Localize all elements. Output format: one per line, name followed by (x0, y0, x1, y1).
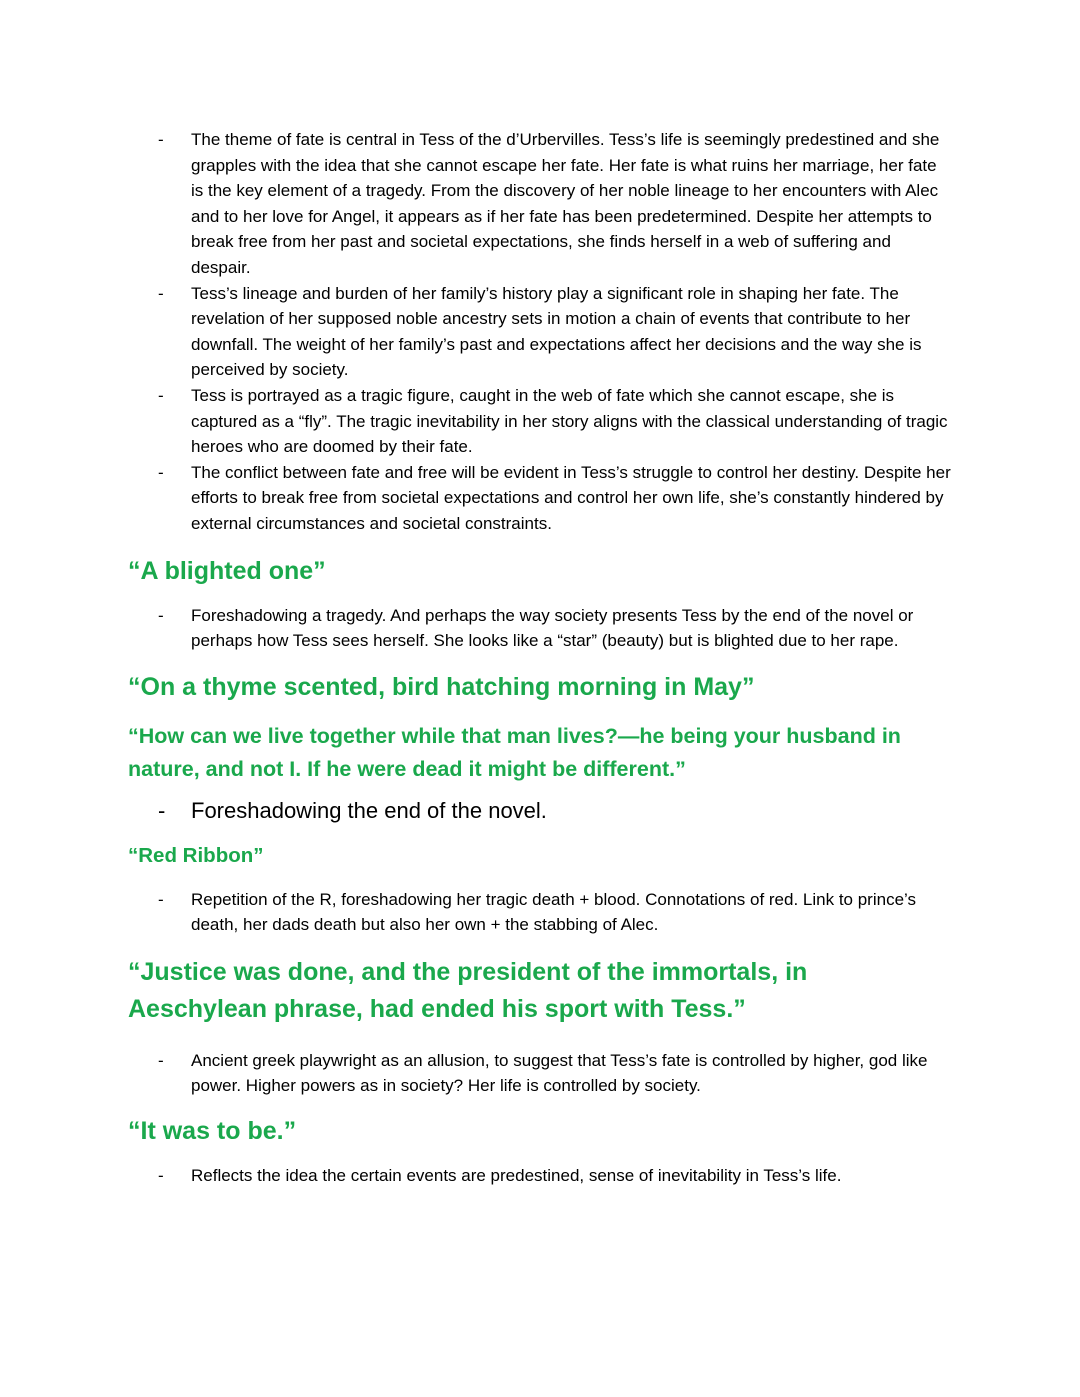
bullet-dash: - (158, 889, 164, 909)
quote-notes (128, 796, 952, 826)
list-item (128, 127, 952, 281)
list-item (128, 460, 952, 537)
quote-notes (128, 887, 952, 938)
list-item (128, 796, 952, 826)
quote-notes (128, 603, 952, 654)
bullet-text: Tess is portrayed as a tragic figure, caught in the web of fate which she cannot escape, she is captured as a “fly”. The tragic inevitability in her story aligns with the classical understanding of tragic heroes who are doomed by their fate. (191, 385, 948, 457)
list-item (128, 1048, 952, 1099)
intro-bullet-list (128, 127, 952, 537)
bullet-text: Foreshadowing the end of the novel. (191, 797, 547, 823)
list-item (128, 383, 952, 460)
quote-heading-justice: “Justice was done, and the president of the immortals, in Aeschylean phrase, had ended his sport with Tess.” (128, 957, 808, 1023)
bullet-dash: - (158, 605, 164, 625)
quote-heading-live-together: “How can we live together while that man lives?—he being your husband in nature, and not I. If he were dead it might be different.” (128, 723, 901, 781)
bullet-dash: - (158, 130, 164, 149)
quote-heading-thyme: “On a thyme scented, bird hatching morning in May” (128, 672, 755, 701)
bullet-text: The conflict between fate and free will be evident in Tess’s struggle to control her destiny. Despite her efforts to break free from societal expectations and control her own life, she’s constantly hindered by external circumstances and societal constraints. (191, 462, 951, 533)
bullet-dash: - (158, 283, 164, 303)
list-item (128, 1163, 952, 1189)
bullet-text: Repetition of the R, foreshadowing her tragic death + blood. Connotations of red. Link to prince’s death, her dads death but also her own + the stabbing of Alec. (191, 889, 916, 935)
quote-notes (128, 1163, 952, 1189)
bullet-text: Ancient greek playwright as an allusion, to suggest that Tess’s fate is controlled by higher, god like power. Higher powers as in society? Her life is controlled by society. (191, 1050, 928, 1096)
bullet-dash: - (158, 462, 164, 482)
bullet-dash: - (158, 797, 166, 823)
bullet-text: Tess’s lineage and burden of her family’s history play a significant role in shaping her fate. The revelation of her supposed noble ancestry sets in motion a chain of events that contribute to her downfall. The weight of her family’s past and expectations affect her decisions and the way she is perceived by society. (191, 283, 922, 380)
bullet-dash: - (158, 385, 164, 405)
bullet-dash: - (158, 1050, 164, 1070)
quote-heading-red-ribbon: “Red Ribbon” (128, 843, 264, 867)
list-item (128, 603, 952, 654)
list-item (128, 887, 952, 938)
quote-heading-blighted: “A blighted one” (128, 556, 326, 585)
bullet-text: The theme of fate is central in Tess of the d’Urbervilles. Tess’s life is seemingly predestined and she grapples with the idea that she cannot escape her fate. Her fate is what ruins her marriage, her fate is the key element of a tragedy. From the discovery of her noble lineage to her encounters with Alec and to her love for Angel, it appears as if her fate has been predetermined. Despite her attempts to break free from her past and societal expectations, she finds herself in a web of suffering and despair. (191, 130, 940, 277)
bullet-text: Reflects the idea the certain events are predestined, sense of inevitability in Tess’s life. (191, 1166, 842, 1186)
bullet-text: Foreshadowing a tragedy. And perhaps the way society presents Tess by the end of the novel or perhaps how Tess sees herself. She looks like a “star” (beauty) but is blighted due to her rape. (191, 605, 914, 651)
list-item (128, 281, 952, 383)
quote-heading-it-was-to-be: “It was to be.” (128, 1117, 297, 1146)
quote-notes (128, 1048, 952, 1099)
bullet-dash: - (158, 1166, 164, 1186)
